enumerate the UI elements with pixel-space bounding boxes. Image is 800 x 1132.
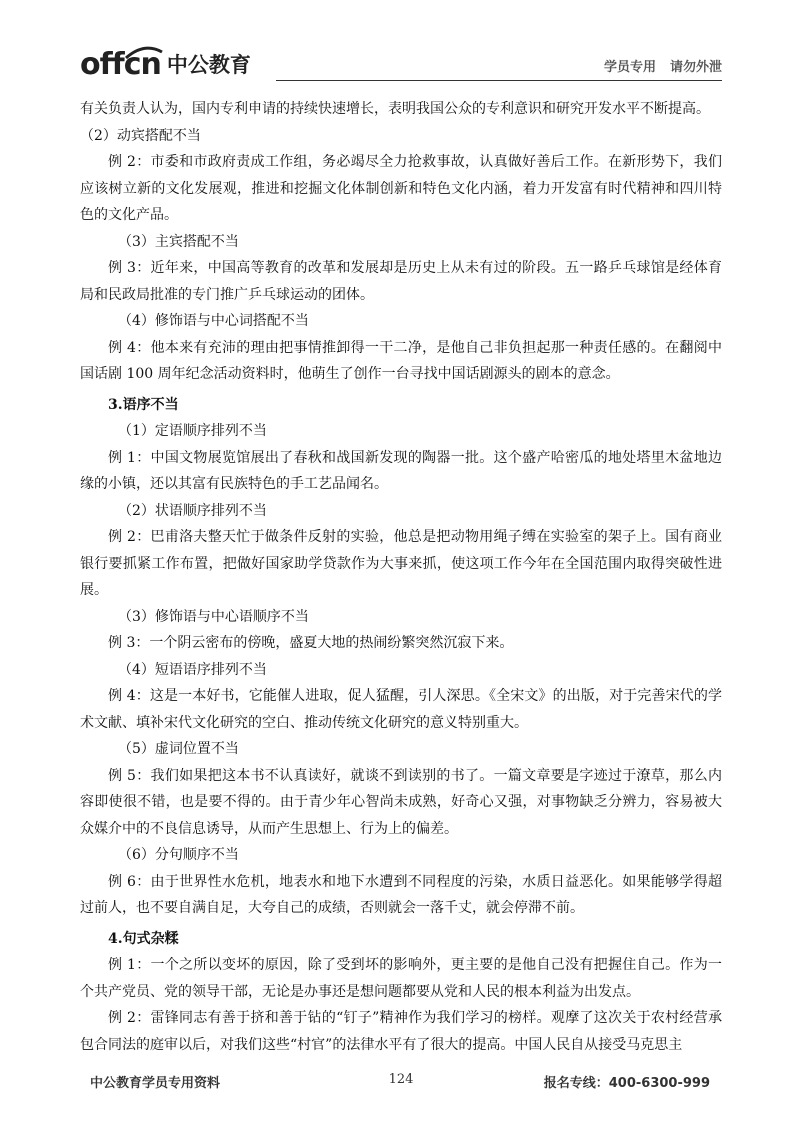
offcn-logo xyxy=(80,44,251,84)
paragraph: 例 3：近年来，中国高等教育的改革和发展却是历史上从未有过的阶段。五一路乒乓球馆是经体育局和民政局批准的专门推广乒乓球运动的团体。 xyxy=(80,260,722,303)
paragraph: 例 2：巴甫洛夫整天忙于做条件反射的实验，他总是把动物用绳子缚在实验室的架子上。国有商业银行要抓紧工作布置，把做好国家助学贷款作为大事来抓，使这项工作今年在全国范围内取得突破性进展。 xyxy=(80,529,722,598)
paragraph: 例 3：一个阴云密布的傍晚，盛夏大地的热闹纷繁突然沉寂下来。 xyxy=(108,635,514,651)
subsection-heading: （4）短语语序排列不当 xyxy=(118,661,267,678)
logo-chinese: 中公教育 xyxy=(166,53,251,77)
paragraph: （2）动宾搭配不当 xyxy=(80,127,201,144)
page-number: 124 xyxy=(388,1072,414,1087)
page-footer xyxy=(80,1072,722,1092)
page-header xyxy=(80,44,722,84)
subsection-heading: （1）定语顺序排列不当 xyxy=(118,423,267,439)
paragraph: 例 1：中国文物展览馆展出了春秋和战国新发现的陶器一批。这个盛产哈密瓜的地处塔里木盆地边缘的小镇，还以其富有民族特色的手工艺品闻名。 xyxy=(80,449,722,492)
subsection-heading: （2）状语顺序排列不当 xyxy=(118,502,267,519)
paragraph: 例 2：雷锋同志有善于挤和善于钻的“钉子”精神作为我们学习的榜样。观摩了这次关于农村经营承包合同法的庭审以后，对我们这些“村官”的法律水平有了很大的提高。中国人民自从接受马克思主 xyxy=(80,1010,722,1053)
header-divider xyxy=(276,80,722,81)
paragraph: 有关负责人认为，国内专利申请的持续快速增长，表明我国公众的专利意识和研究开发水平不断提高。 xyxy=(80,101,710,117)
logo-english: offcn xyxy=(80,46,161,82)
footer-note: 中公教育学员专用资料 xyxy=(90,1076,221,1091)
section-heading: 3.语序不当 xyxy=(108,396,179,413)
footer-hotline: 报名专线：400-6300-999 xyxy=(543,1076,710,1091)
document-body xyxy=(80,96,722,1058)
paragraph: 例 4：这是一本好书，它能催人进取，促人猛醒，引人深思。《全宋文》的出版，对于完善宋代的学术文献、填补宋代文化研究的空白、推动传统文化研究的意义特别重大。 xyxy=(80,688,722,731)
subsection-heading: （5）虚词位置不当 xyxy=(118,741,239,757)
paragraph: 例 6：由于世界性水危机，地表水和地下水遭到不同程度的污染，水质日益恶化。如果能够学得超过前人，也不要自满自足，大夸自己的成绩，否则就会一落千丈，就会停滞不前。 xyxy=(80,873,722,916)
subsection-heading: （6）分句顺序不当 xyxy=(118,847,239,863)
paragraph: 例 5：我们如果把这本书不认真读好，就谈不到读别的书了。一篇文章要是字迹过于潦草，那么内容即使很不错，也是要不得的。由于青少年心智尚未成熟，好奇心又强，对事物缺乏分辨力，容易被大众媒介中的不良信息诱导，从而产生思想上、行为上的偏差。 xyxy=(80,767,722,837)
subsection-heading: （3）修饰语与中心语顺序不当 xyxy=(118,608,309,625)
paragraph: 例 4：他本来有充沛的理由把事情推卸得一干二净，是他自己非负担起那一种责任感的。在翻阅中国话剧 100 周年纪念活动资料时，他萌生了创作一台寻找中国话剧源头的剧本的意念。 xyxy=(80,339,722,382)
header-tag-confidential: 请勿外泄 xyxy=(669,60,722,75)
paragraph: 例 2：市委和市政府责成工作组，务必竭尽全力抢救事故，认真做好善后工作。在新形势下，我们应该树立新的文化发展观，推进和挖掘文化体制创新和特色文化内涵，着力开发富有时代精神和四川特色的文化产品。 xyxy=(80,154,722,223)
header-tag-students: 学员专用 xyxy=(603,60,656,75)
section-heading: 4.句式杂糅 xyxy=(108,930,179,947)
subsection-heading: （4）修饰语与中心词搭配不当 xyxy=(118,313,309,329)
logo-arc-icon xyxy=(124,46,164,60)
subsection-heading: （3）主宾搭配不当 xyxy=(118,233,239,250)
paragraph: 例 1：一个之所以变坏的原因，除了受到坏的影响外，更主要的是他自己没有把握住自己。作为一个共产党员、党的领导干部，无论是办事还是想问题都要从党和人民的根本利益为出发点。 xyxy=(80,957,722,1000)
header-tags xyxy=(604,56,722,75)
